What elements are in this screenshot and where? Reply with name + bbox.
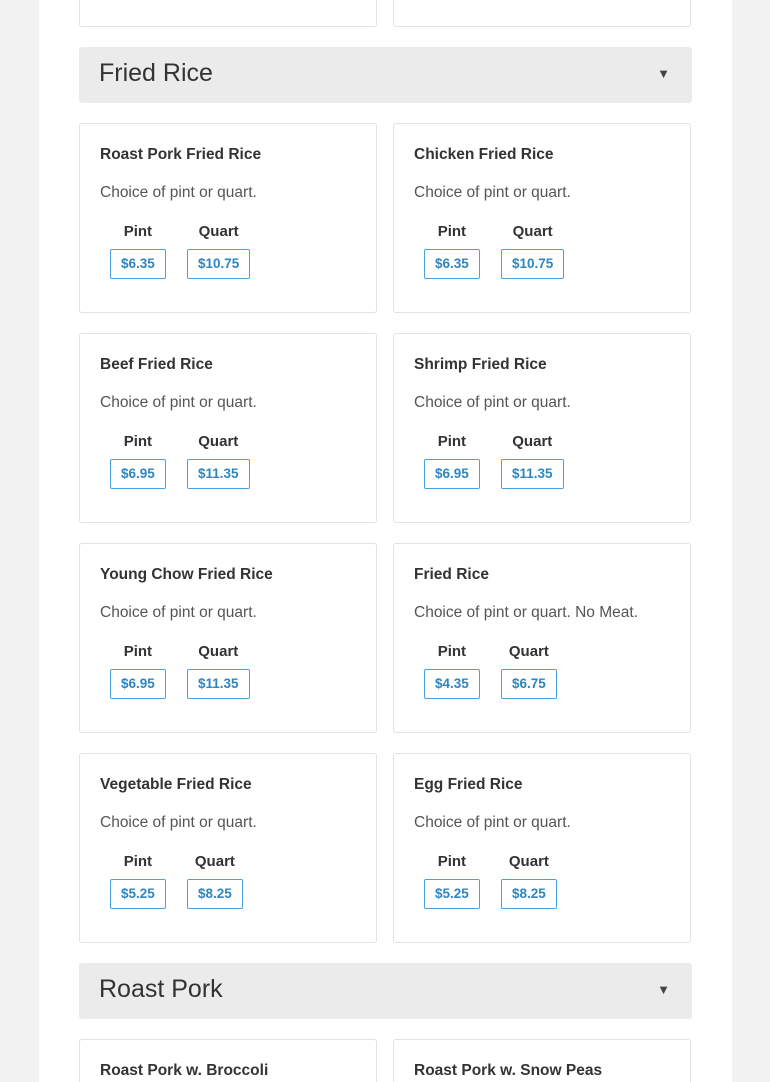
price-button[interactable]: $5.25	[424, 879, 480, 909]
price-option-quart	[501, 432, 564, 489]
size-label: Quart	[512, 223, 553, 240]
chevron-down-icon: ▼	[657, 982, 670, 997]
menu-item-card	[79, 333, 377, 523]
size-label: Quart	[198, 433, 239, 450]
section-header-fried-rice[interactable]	[79, 47, 692, 103]
menu-item-card	[393, 543, 691, 733]
menu-item-card	[79, 123, 377, 313]
menu-item-description: Choice of pint or quart.	[100, 184, 257, 201]
price-option-quart	[501, 642, 557, 699]
menu-card-partial	[393, 0, 691, 27]
price-option-pint	[424, 852, 480, 909]
price-button[interactable]: $6.95	[110, 669, 166, 699]
section-header-roast-pork[interactable]	[79, 963, 692, 1019]
price-option-quart	[187, 432, 250, 489]
menu-item-description: Choice of pint or quart.	[100, 814, 257, 831]
menu-item-description: Choice of pint or quart.	[100, 394, 257, 411]
menu-item-name: Fried Rice	[414, 566, 489, 583]
size-label: Quart	[508, 853, 549, 870]
price-option-pint	[110, 642, 166, 699]
price-button[interactable]: $8.25	[501, 879, 557, 909]
price-button[interactable]: $10.75	[187, 249, 250, 279]
menu-item-name: Beef Fried Rice	[100, 356, 213, 373]
size-label: Quart	[512, 433, 553, 450]
menu-item-name: Shrimp Fried Rice	[414, 356, 547, 373]
size-label: Pint	[123, 853, 153, 870]
price-button[interactable]: $5.25	[110, 879, 166, 909]
size-label: Pint	[123, 433, 153, 450]
menu-item-card	[393, 753, 691, 943]
size-label: Pint	[437, 853, 467, 870]
menu-item-card	[79, 1039, 377, 1082]
price-option-pint	[424, 642, 480, 699]
size-label: Pint	[437, 433, 467, 450]
menu-item-name: Young Chow Fried Rice	[100, 566, 273, 583]
menu-item-name: Egg Fried Rice	[414, 776, 523, 793]
menu-item-description: Choice of pint or quart.	[414, 394, 571, 411]
price-button[interactable]: $11.35	[187, 459, 250, 489]
menu-item-card	[393, 1039, 691, 1082]
price-button[interactable]: $6.35	[110, 249, 166, 279]
price-button[interactable]: $8.25	[187, 879, 243, 909]
size-label: Pint	[123, 223, 153, 240]
price-button[interactable]: $6.35	[424, 249, 480, 279]
price-option-pint	[424, 222, 480, 279]
price-button[interactable]: $6.95	[424, 459, 480, 489]
chevron-down-icon: ▼	[657, 66, 670, 81]
menu-item-name: Roast Pork Fried Rice	[100, 146, 262, 163]
menu-item-name: Roast Pork w. Broccoli	[100, 1062, 269, 1079]
section-title: Fried Rice	[99, 59, 213, 87]
price-option-pint	[110, 222, 166, 279]
price-option-pint	[110, 852, 166, 909]
price-button[interactable]: $10.75	[501, 249, 564, 279]
price-option-quart	[187, 222, 250, 279]
menu-item-card	[79, 753, 377, 943]
size-label: Quart	[198, 643, 239, 660]
price-option-quart	[501, 222, 564, 279]
menu-item-name: Roast Pork w. Snow Peas	[414, 1062, 603, 1079]
price-option-quart	[501, 852, 557, 909]
menu-card-partial	[79, 0, 377, 27]
menu-item-name: Vegetable Fried Rice	[100, 776, 252, 793]
menu-item-name: Chicken Fried Rice	[414, 146, 554, 163]
price-option-pint	[424, 432, 480, 489]
menu-item-description: Choice of pint or quart. No Meat.	[414, 604, 639, 621]
menu-item-description: Choice of pint or quart.	[100, 604, 257, 621]
size-label: Quart	[194, 853, 235, 870]
price-option-quart	[187, 852, 243, 909]
price-button[interactable]: $6.75	[501, 669, 557, 699]
section-title: Roast Pork	[99, 975, 223, 1003]
size-label: Quart	[198, 223, 239, 240]
price-button[interactable]: $11.35	[501, 459, 564, 489]
menu-item-card	[393, 123, 691, 313]
menu-item-description: Choice of pint or quart.	[414, 814, 571, 831]
size-label: Pint	[123, 643, 153, 660]
menu-item-card	[393, 333, 691, 523]
price-option-quart	[187, 642, 250, 699]
price-button[interactable]: $4.35	[424, 669, 480, 699]
price-button[interactable]: $11.35	[187, 669, 250, 699]
price-button[interactable]: $6.95	[110, 459, 166, 489]
menu-page	[39, 0, 732, 1082]
menu-item-card	[79, 543, 377, 733]
menu-item-description: Choice of pint or quart.	[414, 184, 571, 201]
size-label: Pint	[437, 223, 467, 240]
price-option-pint	[110, 432, 166, 489]
size-label: Quart	[508, 643, 549, 660]
size-label: Pint	[437, 643, 467, 660]
